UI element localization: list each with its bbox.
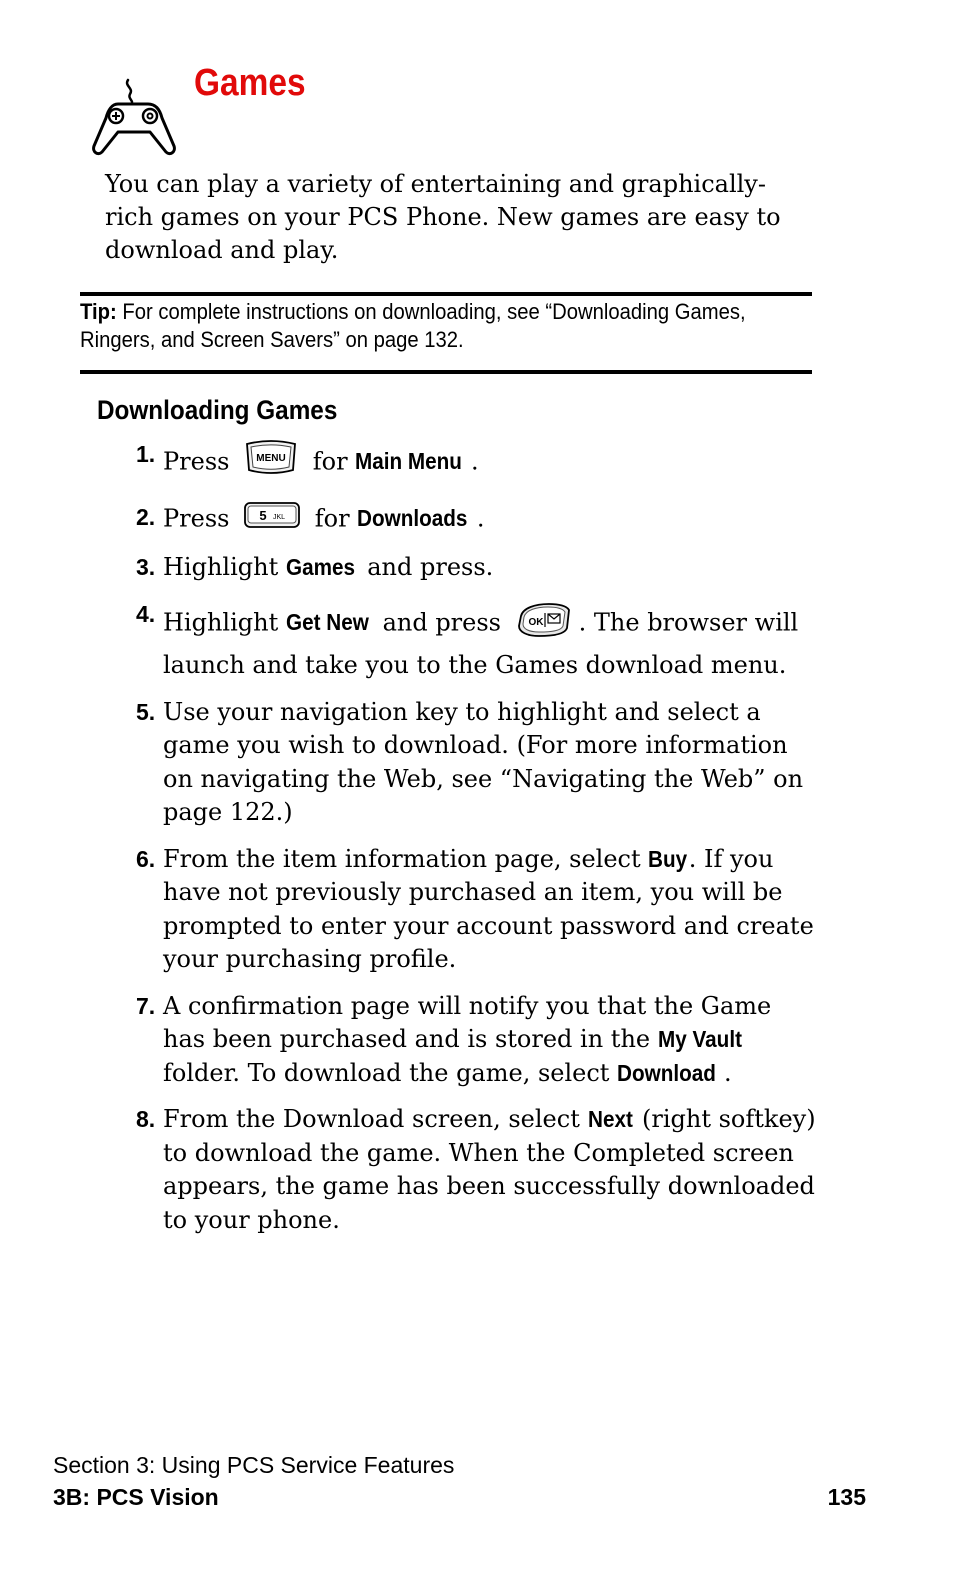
footer-section: Section 3: Using PCS Service Features: [53, 1452, 455, 1478]
step-text: A confirmation page will notify you that the Game has been purchased and is stored in the: [163, 991, 772, 1053]
tip-bottom-rule: [80, 370, 812, 374]
step-text: .: [723, 1058, 732, 1087]
step-number: 1.: [136, 441, 156, 467]
step-keyword: Main Menu: [355, 448, 463, 475]
step-text: and press: [382, 607, 501, 636]
tip-text: For complete instructions on downloading, see “Downloading Games, Ringers, and Screen Savers” on page 132.: [80, 299, 746, 352]
step-keyword: Buy: [648, 845, 688, 872]
step-text: .: [471, 447, 479, 476]
step-text: . The browser will launch and take you to the Games download menu.: [163, 607, 799, 679]
tip-box: [80, 298, 779, 354]
step-text: Highlight: [163, 607, 279, 636]
step-text: From the Download screen, select: [163, 1105, 580, 1133]
menu-key-label: MENU: [256, 453, 286, 464]
five-key-icon: [243, 501, 301, 539]
section-heading: Downloading Games: [97, 395, 338, 425]
five-key-sublabel: JKL: [273, 513, 286, 521]
step-number: 4.: [136, 600, 156, 627]
step-text: and press.: [367, 553, 494, 581]
list-item: [136, 990, 816, 1091]
step-text: Use your navigation key to highlight and select a game you wish to download. (For more information on navigating the Web, see “Navigating the Web” on page 122.): [163, 697, 804, 826]
five-key-label: 5: [259, 507, 267, 523]
list-item: [136, 696, 816, 830]
page-title: Games: [194, 62, 306, 104]
step-text: (right softkey) to download the game. When the Completed screen appears, the game has been successfully downloaded to your phone.: [163, 1105, 816, 1234]
step-keyword: Downloads: [357, 504, 468, 531]
tip-label: Tip:: [80, 299, 117, 324]
step-number: 8.: [136, 1106, 156, 1132]
list-item: [136, 1103, 816, 1237]
step-text: for: [312, 447, 348, 476]
page-number: 135: [827, 1484, 866, 1510]
step-keyword: Games: [285, 554, 355, 580]
ok-key-label: OK: [528, 616, 544, 628]
step-text: folder. To download the game, select: [163, 1058, 610, 1087]
step-number: 5.: [136, 698, 156, 725]
list-item: [136, 438, 816, 488]
menu-key-icon: [243, 438, 299, 488]
list-item: [136, 551, 816, 585]
step-keyword: My Vault: [657, 1026, 742, 1052]
list-item: [136, 843, 816, 977]
step-keyword: Get New: [285, 608, 369, 635]
list-item: [136, 598, 816, 683]
steps-list: [136, 438, 816, 1250]
intro-paragraph: You can play a variety of entertaining and graphically-rich games on your PCS Phone. New games are easy to download and play.: [105, 170, 781, 264]
step-keyword: Next: [587, 1106, 633, 1132]
step-number: 6.: [136, 845, 156, 872]
step-number: 7.: [136, 992, 156, 1019]
step-keyword: Download: [617, 1059, 716, 1086]
tip-top-rule: [80, 292, 812, 296]
list-item: [136, 501, 816, 539]
step-text: Highlight: [163, 553, 279, 581]
step-number: 3.: [136, 554, 156, 580]
step-text: for: [314, 503, 350, 532]
ok-key-icon: [515, 598, 573, 650]
step-text: . If you have not previously purchased an item, you will be prompted to enter your account password and create your purchasing profile.: [163, 844, 814, 973]
footer-chapter: 3B: PCS Vision: [53, 1484, 219, 1510]
step-text: .: [476, 503, 485, 532]
step-number: 2.: [136, 503, 156, 530]
game-controller-icon: [88, 78, 180, 158]
step-text: Press: [163, 447, 230, 476]
step-text: From the item information page, select: [163, 844, 641, 873]
step-text: Press: [163, 503, 230, 532]
